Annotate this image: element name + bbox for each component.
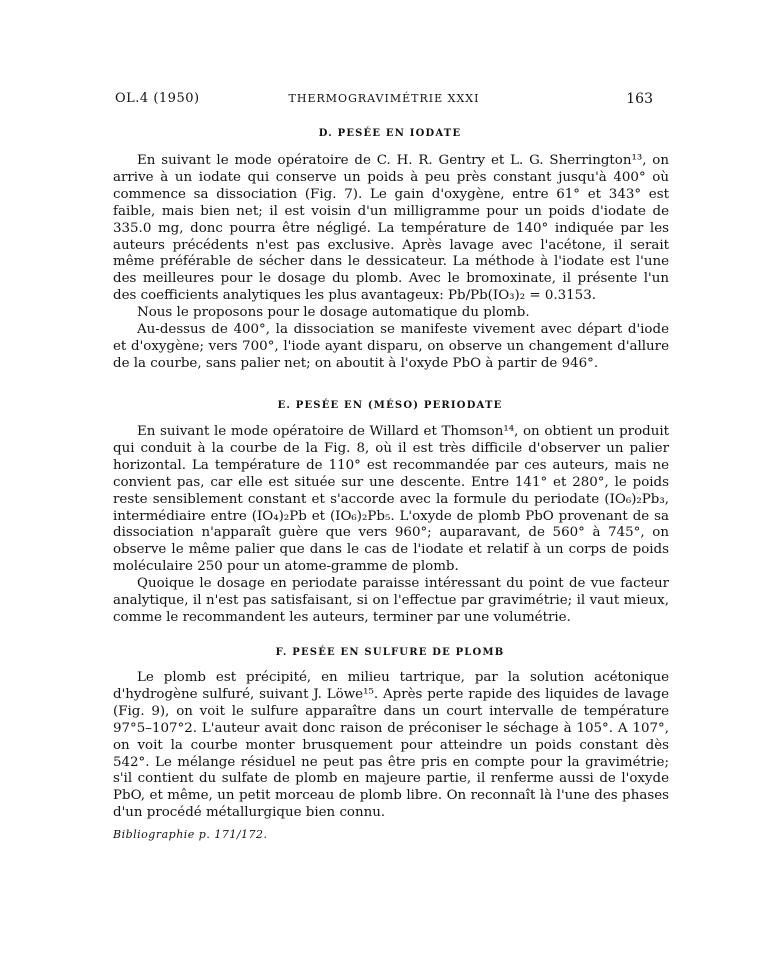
section-d-paragraph-2: Nous le proposons pour le dosage automatique du plomb. [137, 305, 530, 321]
section-d-heading: D. PESÉE EN IODATE [318, 128, 462, 139]
section-d-body [113, 153, 669, 373]
section-d-paragraph-1: En suivant le mode opératoire de C. H. R. Gentry et L. G. Sherrington¹³, on arrive à un iodate qui conserve un poids à peu près constant jusqu'à 400° où commence sa dissociation (Fig. 7). Le gain d'oxygène, entre 61° et 343° est faible, mais bien net; il est voisin d'un milligramme pour un poids d'iodate de 335.0 mg, donc pourra être négligé. La température de 140° indiquée par les auteurs précédents n'est pas exclusive. Après lavage avec l'acétone, il serait même préférable de sécher dans le dessicateur. La méthode à l'iodate est l'une des meilleures pour le dosage du plomb. Avec le bromoxinate, il présente l'un des coefficients analytiques les plus avantageux: Pb/Pb(IO₃)₂ = 0.3153. [113, 153, 669, 304]
section-f-body [113, 670, 669, 822]
section-f-heading: F. PESÉE EN SULFURE DE PLOMB [275, 647, 505, 658]
section-e-body [113, 424, 669, 627]
section-d-paragraph-3: Au-dessus de 400°, la dissociation se manifeste vivement avec départ d'iode et d'oxygène; vers 700°, l'iode ayant disparu, on observe un changement d'allure de la courbe, sans palier net; on aboutit à l'oxyde PbO à partir de 946°. [113, 322, 669, 371]
running-header [115, 91, 653, 111]
running-title: THERMOGRAVIMÉTRIE XXXI [288, 92, 480, 105]
journal-volume: OL.4 (1950) [115, 91, 200, 106]
section-f-paragraph-1: Le plomb est précipité, en milieu tartrique, par la solution acétonique d'hydrogène sulfuré, suivant J. Löwe¹⁵. Après perte rapide des liquides de lavage (Fig. 9), on voit le sulfure apparaître dans un court intervalle de température 97°5–107°2. L'auteur avait donc raison de préconiser le séchage à 105°. A 107°, on voit la courbe monter brusquement pour atteindre un poids constant dès 542°. Le mélange résiduel ne peut pas être pris en compte pour la gravimétrie; s'il contient du sulfate de plomb en majeure partie, il renferme aussi de l'oxyde PbO, et même, un petit morceau de plomb libre. On reconnaît là l'une des phases d'un procédé métallurgique bien connu. [113, 670, 669, 821]
section-e-heading: E. PESÉE EN (MÉSO) PERIODATE [277, 400, 503, 411]
section-e-paragraph-1: En suivant le mode opératoire de Willard et Thomson¹⁴, on obtient un produit qui conduit à la courbe de la Fig. 8, où il est très difficile d'observer un palier horizontal. La température de 110° est recommandée par ces auteurs, mais ne convient pas, car elle est située sur une descente. Entre 141° et 280°, le poids reste sensiblement constant et s'accorde avec la formule du periodate (IO₆)₂Pb₃, intermédiaire entre (IO₄)₂Pb et (IO₆)₂Pb₅. L'oxyde de plomb PbO provenant de sa dissociation n'apparaît guère que vers 960°; auparavant, de 560° à 745°, on observe le même palier que dans le cas de l'iodate et relatif à un corps de poids moléculaire 250 pour un atome-gramme de plomb. [113, 424, 669, 575]
section-e-paragraph-2: Quoique le dosage en periodate paraisse intéressant du point de vue facteur analytique, il n'est pas satisfaisant, si on l'effectue par gravimétrie; il vaut mieux, comme le recommandent les auteurs, terminer par une volumétrie. [113, 576, 669, 625]
page-number: 163 [626, 91, 653, 107]
bibliography-note: Bibliographie p. 171/172. [113, 828, 268, 841]
